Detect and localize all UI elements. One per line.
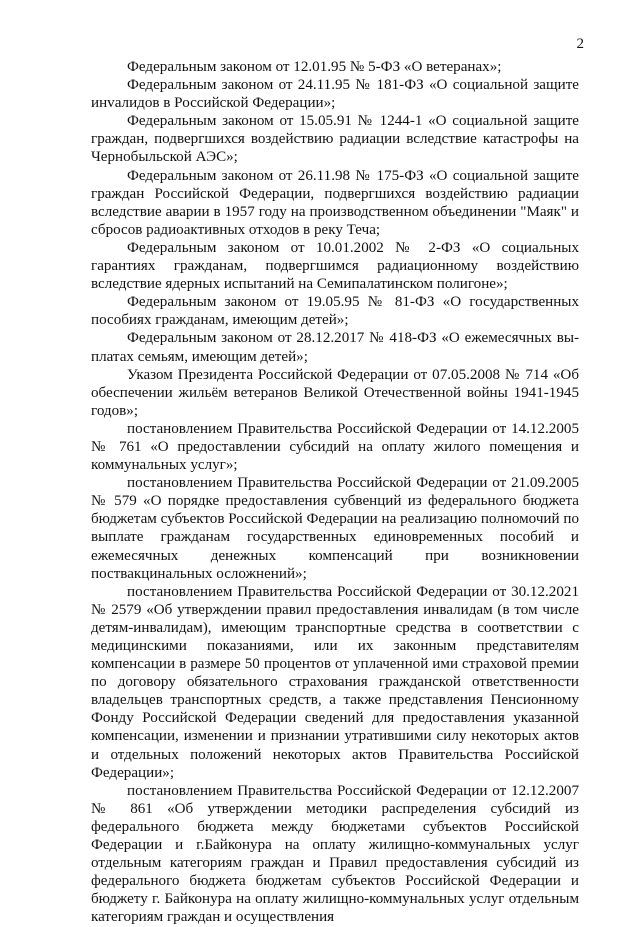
paragraph-law-chernobyl: Федеральным законом от 15.05.91 № 1244-1 «О социальной защите граждан, подвергшихся воздействию радиации вследствие катастрофы на Чернобыльской АЭС»; (91, 113, 579, 166)
paragraph-resolution-2579: постановлением Правительства Российской Федерации от 30.12.2021 № 2579 «Об утверждении правил предоставления инвалидам (в том числе детям-инвалидам), имеющим транспортные средства в соответствии с медицинскими показаниями, или их законным представителям компенсации в размере 50 процентов от уплаченной ими страховой премии по договору обязательного страхования гражданской ответственности владельцев транспортных средств, а также представления Пенсионному Фонду Российской Федерации сведений для предоставления указанной компенсации, изменении и признании утратившими силу некоторых актов и отдельных положений некоторых актов Правительства Российской Федерации»; (91, 583, 579, 781)
paragraph-resolution-761: постановлением Правительства Российской Федерации от 14.12.2005 № 761 «О предоставлении субсидий на оплату жилого помещения и коммунальных услуг»; (91, 420, 579, 474)
paragraph-law-semipalatinsk: Федеральным законом от 10.01.2002 № 2-ФЗ «О социальных гарантиях гражданам, подвергшимся радиационному воздействию вследствие ядерных испытаний на Семипалатинском полигоне»; (91, 239, 579, 293)
paragraph-resolution-861: постановлением Правительства Российской Федерации от 12.12.2007 № 861 «Об утверждении методики распределения субсидий из федерального бюджета между бюджетами субъектов Российской Федерации и г.Байконура на оплату жилищно-коммунальных услуг отдельным категориям граждан и Правил предоставления субсидий из федерального бюджета бюджетам субъектов Российской Федерации и бюджету г. Байконура на оплату жилищно-коммунальных услуг отдельным категориям граждан и осуществления (91, 782, 579, 926)
paragraph-law-veterans: Федеральным законом от 12.01.95 № 5-ФЗ «О ветеранах»; (127, 59, 502, 75)
paragraph-law-child-benefits: Федеральным законом от 19.05.95 № 81-ФЗ «О государственных пособиях гражданам, имеющим детей»; (91, 294, 579, 329)
paragraph-decree-housing-veterans: Указом Президента Российской Федерации от 07.05.2008 № 714 «Об обеспечении жильём ветеранов Великой Отечественной войны 1941-1945 годов»; (91, 366, 579, 419)
paragraph-law-mayak: Федеральным законом от 26.11.98 № 175-ФЗ «О социальной защите граждан Российской Федерации, подвергшихся воздействию радиации вследствие аварии в 1957 году на производственном объединении "Маяк" и сбросов радиоактивных отходов в реку Теча; (91, 167, 579, 238)
paragraph-law-monthly-payments: Федеральным законом от 28.12.2017 № 418-ФЗ «О ежемесячных выплатах семьям, имеющим детей»; (91, 330, 579, 365)
page-number: 2 (576, 36, 584, 52)
paragraph-law-disabled-protection: Федеральным законом от 24.11.95 № 181-ФЗ «О социальной защите инvалидов в Российской Федерации»; (91, 77, 579, 112)
paragraph-resolution-579: постановлением Правительства Российской Федерации от 21.09.2005 № 579 «О порядке предоставления субвенций из федерального бюджета бюджетам субъектов Российской Федерации на реализацию полномочий по выплате гражданам государственных единовременных пособий и ежемесячных денежных компенсаций при возникновении поствакцинальных осложнений»; (91, 475, 579, 582)
document-body (91, 58, 579, 927)
